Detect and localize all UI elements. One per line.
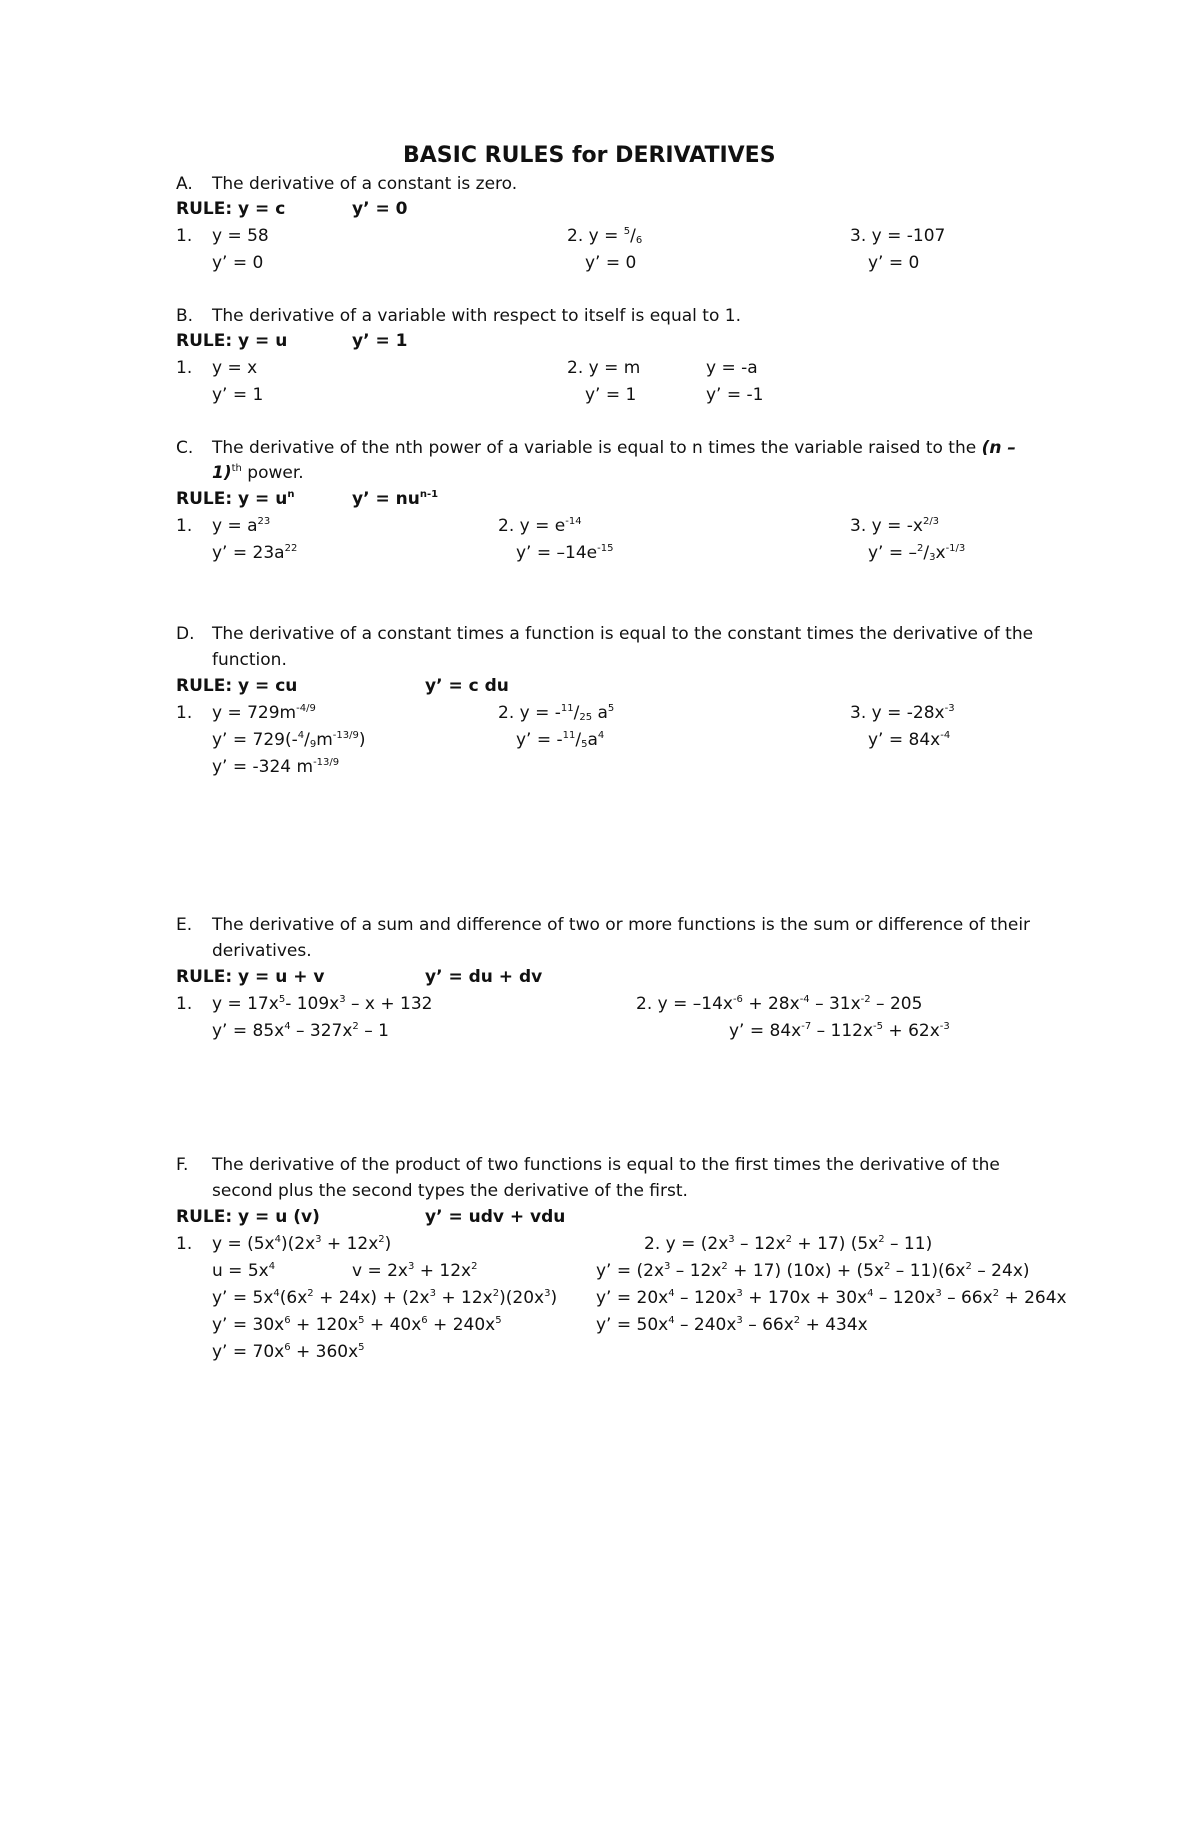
- example-derivative: y’ = $84x^{-4}$: [868, 730, 951, 750]
- example-function: y = x: [212, 358, 258, 378]
- example-derivative: y’ = $729(-^4/_9m^{-13/9})$: [212, 730, 366, 750]
- v-definition: $v = 2x^3 + 12x^2$: [352, 1261, 478, 1281]
- example-derivative: y’ = 0: [212, 253, 264, 273]
- example-derivative: y’ = -1: [706, 385, 764, 405]
- example-function: 2. $y = ^5/_6$: [567, 226, 643, 246]
- section-description: The derivative of a sum and difference of two or more functions is the sum or difference of their: [212, 915, 1031, 935]
- section-description-cont: 1)$^{th}$ power.: [212, 463, 304, 483]
- section-description: The derivative of the nth power of a variable is equal to n times the variable raised to the (n –: [212, 438, 1016, 458]
- example-number: 1.: [176, 358, 193, 378]
- example-derivative: y’ = $-^{11}/_5a^4$: [516, 730, 605, 750]
- example-derivative-step: y’ = $(2x^3 - 12x^2 + 17) (10x) + (5x^2 - 11)(6x^2 - 24x)$: [596, 1261, 1030, 1281]
- section-description-cont: derivatives.: [212, 941, 312, 961]
- example-derivative-final: y’ = $50x^4 - 240x^3 - 66x^2 + 434x$: [596, 1315, 868, 1335]
- rule-label: RULE: y = cu: [176, 676, 298, 696]
- example-derivative: y’ = $85x^4 - 327x^2 - 1$: [212, 1021, 389, 1041]
- example-derivative: y’ = 1: [212, 385, 264, 405]
- example-derivative-step: y’ = $5x^4(6x^2 + 24x) + (2x^3 + 12x^2)(20x^3)$: [212, 1288, 558, 1308]
- example-derivative-step: y’ = $20x^4 - 120x^3 + 170x + 30x^4 - 120x^3 - 66x^2 + 264x$: [596, 1288, 1067, 1308]
- rule-label: RULE: $y = u^n$: [176, 489, 295, 509]
- example-function: 2. $y = e^{-14}$: [498, 516, 582, 536]
- section-description: The derivative of a variable with respect to itself is equal to 1.: [212, 306, 741, 326]
- example-function: $y = 17x^5-$ $109x^3 - x + 132$: [212, 994, 433, 1014]
- rule-label: RULE: y = u (v): [176, 1207, 320, 1227]
- rule-derivative: y’ = 0: [352, 199, 408, 219]
- example-function: y = -a: [706, 358, 758, 378]
- section-description: The derivative of the product of two functions is equal to the first times the derivative of the: [212, 1155, 1000, 1175]
- rule-derivative: y’ = 1: [352, 331, 408, 351]
- example-derivative: y’ = $84x^{-7} - 112x^{-5} + 62x^{-3}$: [729, 1021, 950, 1041]
- example-number: 1.: [176, 994, 193, 1014]
- rule-derivative: y’ = udv + vdu: [425, 1207, 566, 1227]
- section-description: The derivative of a constant is zero.: [212, 174, 518, 194]
- example-number: 1.: [176, 516, 193, 536]
- section-letter: D.: [176, 624, 195, 644]
- example-derivative-step: y’ = $30x^6 + 120x^5 + 40x^6 + 240x^5$: [212, 1315, 502, 1335]
- rule-label: RULE: y = u + v: [176, 967, 325, 987]
- example-function: 2. y = m: [567, 358, 641, 378]
- example-number: 1.: [176, 703, 193, 723]
- section-letter: E.: [176, 915, 193, 935]
- u-definition: $u = 5x^4$: [212, 1261, 276, 1281]
- example-function: 2. $y = (2x^3 - 12x^2 + 17)$ $(5x^2 - 11)$: [644, 1234, 933, 1254]
- example-derivative: y’ = 1: [585, 385, 637, 405]
- section-letter: A.: [176, 174, 193, 194]
- example-function: $y = 729m^{-4/9}$: [212, 703, 316, 723]
- page-title: BASIC RULES for DERIVATIVES: [403, 143, 776, 168]
- example-function: 2. $y = -^{11}/_{25}$ $a^5$: [498, 703, 615, 723]
- example-derivative: y’ = 0: [868, 253, 920, 273]
- rule-label: RULE: y = c: [176, 199, 286, 219]
- section-description-cont: function.: [212, 650, 287, 670]
- section-description: The derivative of a constant times a function is equal to the constant times the derivative of the: [212, 624, 1034, 644]
- example-function: $y = (5x^4)(2x^3 + 12x^2)$: [212, 1234, 392, 1254]
- rule-derivative: y’ = c du: [425, 676, 509, 696]
- example-function: $y = a^{23}$: [212, 516, 271, 536]
- rule-derivative: y’ = du + dv: [425, 967, 543, 987]
- example-derivative: y’ = $-^2/_3x^{-1/3}$: [868, 543, 966, 563]
- example-derivative-final: y’ = $70x^6 + 360x^5$: [212, 1342, 365, 1362]
- section-letter: B.: [176, 306, 194, 326]
- example-function: 3. $y = -x^{2/3}$: [850, 516, 940, 536]
- section-letter: F.: [176, 1155, 189, 1175]
- example-derivative-simplified: y’ = -324 $m^{-13/9}$: [212, 757, 340, 777]
- rule-derivative: y’ = $nu^{n-1}$: [352, 489, 439, 509]
- section-description-cont: second plus the second types the derivative of the first.: [212, 1181, 688, 1201]
- example-derivative: y’ = $-14e^{-15}$: [516, 543, 614, 563]
- example-function: y = 58: [212, 226, 269, 246]
- example-derivative: y’ = $23a^{22}$: [212, 543, 298, 563]
- example-function: 3. y = -107: [850, 226, 946, 246]
- example-function: 2. $y = -14x^{-6} + 28x^{-4} - 31x^{-2} - 205$: [636, 994, 923, 1014]
- example-number: 1.: [176, 1234, 193, 1254]
- example-derivative: y’ = 0: [585, 253, 637, 273]
- example-number: 1.: [176, 226, 193, 246]
- rule-label: RULE: y = u: [176, 331, 288, 351]
- section-letter: C.: [176, 438, 194, 458]
- example-function: 3. $y = -28x^{-3}$: [850, 703, 955, 723]
